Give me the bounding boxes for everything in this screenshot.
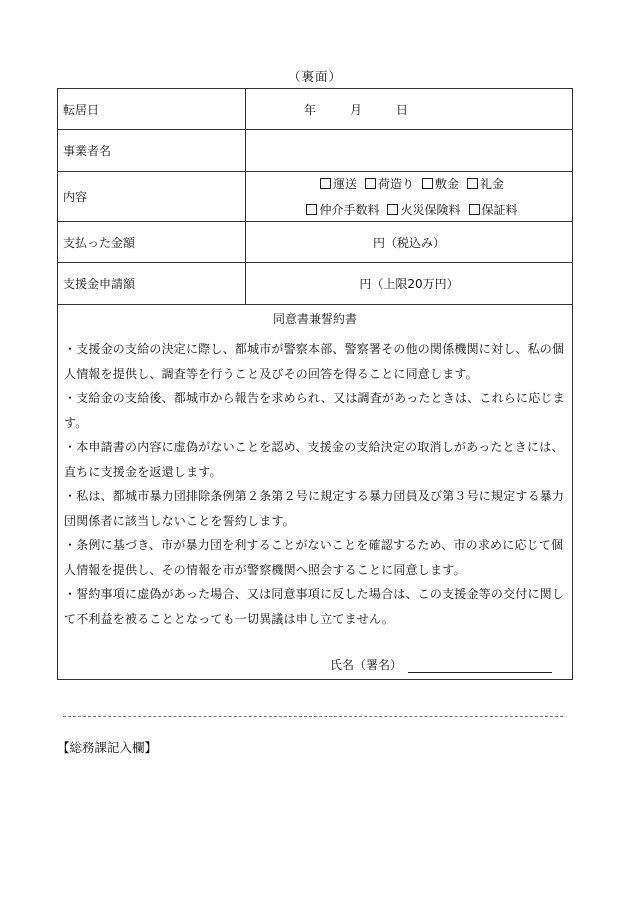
consent-paragraph: ・本申請書の内容に虚偽がないことを認め、支援金の支給決定の取消しがあったときには、直ちに支援金を返還します。 <box>64 440 564 479</box>
support-amount-label: 支援金申請額 <box>58 263 246 304</box>
signature-label: 氏名（署名） <box>329 658 402 672</box>
checkbox-packing[interactable]: 荷造り <box>365 175 414 192</box>
checkbox-icon <box>469 204 480 215</box>
cut-divider <box>63 716 563 717</box>
checkbox-deposit[interactable]: 敷金 <box>422 175 459 192</box>
consent-paragraph: ・条例に基づき、市が暴力団を利することがないことを確認するため、市の求めに応じて個人情報を提供し、その情報を市が警察機関へ照会することに同意します。 <box>64 538 564 577</box>
checkbox-icon <box>320 178 331 189</box>
checkbox-icon <box>422 178 433 189</box>
paid-amount-label: 支払った金額 <box>58 222 246 262</box>
application-form <box>57 88 573 680</box>
checkbox-brokerage-fee[interactable]: 仲介手数料 <box>306 201 379 218</box>
consent-title: 同意書兼誓約書 <box>272 312 357 326</box>
checkbox-line-2 <box>306 201 517 218</box>
support-amount-row <box>58 263 572 305</box>
contents-checkboxes <box>246 172 572 221</box>
day-label: 日 <box>396 102 409 117</box>
consent-section <box>58 305 572 631</box>
consent-paragraph: ・支給金の支給後、都城市から報告を求められ、又は調査があったときは、これらに応じます。 <box>64 391 565 430</box>
checkbox-icon <box>306 204 317 215</box>
admin-section-title: 【総務課記入欄】 <box>57 740 158 755</box>
checkbox-guarantee-fee[interactable]: 保証料 <box>469 201 518 218</box>
year-label: 年 <box>304 102 317 117</box>
checkbox-icon <box>467 178 478 189</box>
paid-amount-row <box>58 222 572 263</box>
contents-label: 内容 <box>58 172 246 221</box>
consent-paragraph: ・誓約事項に虚偽があった場合、又は同意事項に反した場合は、この支援金等の交付に関して不利益を被ることとなっても一切異議は申し立てません。 <box>64 587 565 626</box>
move-date-row <box>58 89 572 130</box>
signature-area <box>330 656 552 673</box>
checkbox-transport[interactable]: 運送 <box>320 175 357 192</box>
checkbox-icon <box>365 178 376 189</box>
checkbox-icon <box>387 204 398 215</box>
consent-paragraph: ・支援金の支給の決定に際し、都城市が警察本部、警察署その他の関係機関に対し、私の個人情報を提供し、調査等を行うこと及びその回答を得ることに同意します。 <box>64 342 565 381</box>
checkbox-fire-insurance[interactable]: 火災保険料 <box>387 201 460 218</box>
checkbox-key-money[interactable]: 礼金 <box>467 175 504 192</box>
paid-amount-field[interactable]: 円（税込み） <box>372 235 445 250</box>
move-date-field[interactable] <box>246 89 572 129</box>
support-amount-field[interactable]: 円（上限20万円） <box>359 277 459 291</box>
signature-field[interactable] <box>408 658 552 673</box>
contents-row <box>58 172 572 222</box>
checkbox-line-1 <box>320 175 504 192</box>
business-label: 事業者名 <box>58 130 246 171</box>
business-name-field[interactable] <box>246 130 572 171</box>
month-label: 月 <box>350 102 363 117</box>
business-row <box>58 130 572 172</box>
move-date-label: 転居日 <box>58 89 246 129</box>
consent-paragraph: ・私は、都城市暴力団排除条例第２条第２号に規定する暴力団員及び第３号に規定する暴力団関係者に該当しないことを誓約します。 <box>64 489 565 528</box>
page-title: （裏面） <box>287 69 342 84</box>
